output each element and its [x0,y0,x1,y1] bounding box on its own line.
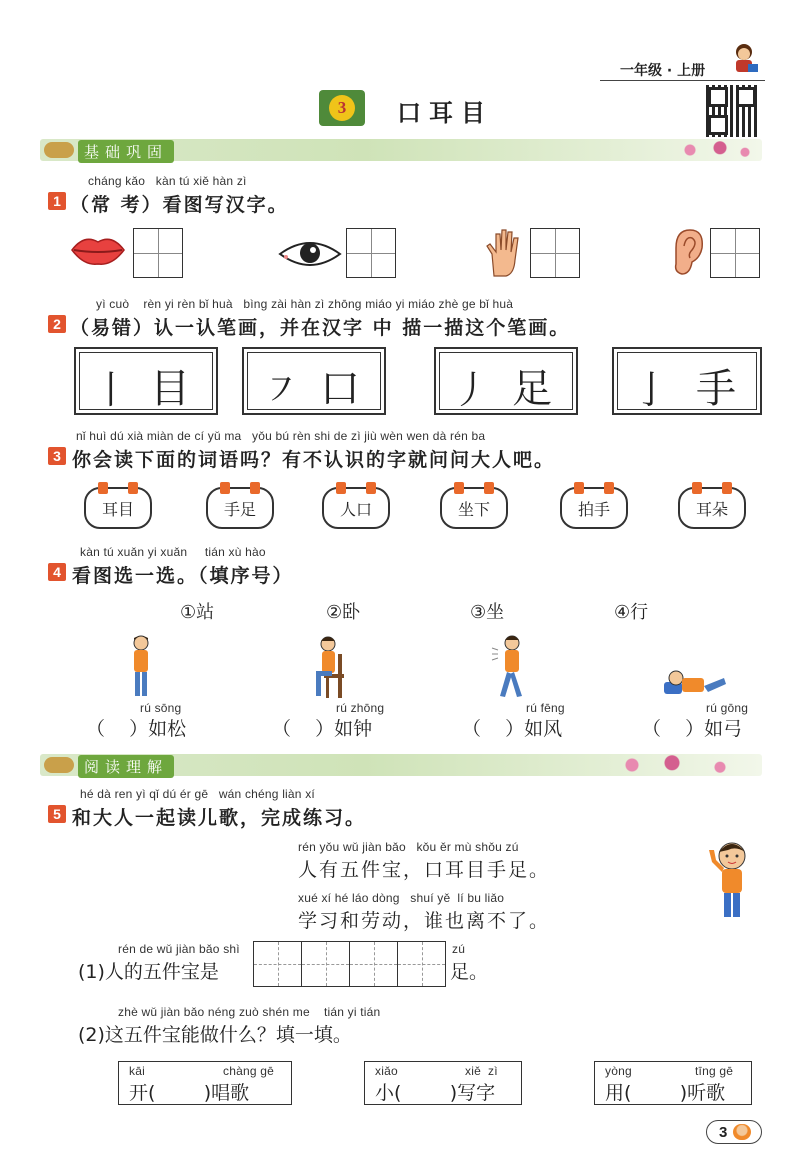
lesson-title: 口耳目 [397,99,493,127]
word-card-1-text: 耳目 [101,499,134,519]
option-walk: ④行 [614,602,649,623]
q1-writing-box-2[interactable] [346,228,396,278]
stroke-glyph-4: 亅 [632,368,671,412]
stroke-box-2 [242,347,386,415]
fill-box-write-pinyin-right: xiě zì [465,1064,498,1078]
stroke-glyph-3: 丿 [452,368,491,412]
q4-blank-2-pinyin: rú zhōng [336,701,385,715]
mascot-icon [730,42,760,80]
standing-boy-icon [128,634,154,704]
section-banner-reading [40,754,762,776]
answer-cell-3[interactable] [349,941,398,987]
stroke-char-3[interactable]: 足 [512,366,552,412]
q2-text: （易错）认一认笔画，并在汉字 中 描一描这个笔画。 [70,317,571,339]
q3-pinyin: nǐ huì dú xià miàn de cí yǔ ma yǒu bú rèn shi de zì jiù wèn wen dà rén ba [76,429,486,443]
poem-line-2-pinyin: xué xí hé láo dòng shuí yě lí bu liǎo [298,891,505,905]
word-card-4[interactable] [440,487,508,529]
q1-writing-box-1[interactable] [133,228,183,278]
sitting-boy-icon [314,634,354,704]
word-card-6[interactable] [678,487,746,529]
fill-box-write[interactable] [364,1061,522,1105]
q1-writing-box-4[interactable] [710,228,760,278]
q1-text: （常 考）看图写汉字。 [70,194,289,216]
option-stand: ①站 [180,602,215,623]
q4-blank-1[interactable]: （ ）如松 [86,718,187,740]
option-lie: ②卧 [326,602,361,623]
stroke-glyph-2: ㇇ [262,368,301,412]
sub2-text: (2)这五件宝能做什么？填一填。 [78,1024,352,1046]
q5-pinyin: hé dà ren yì qǐ dú ér gē wán chéng liàn xí [80,787,315,801]
fill-box-listen[interactable] [594,1061,752,1105]
word-card-3[interactable] [322,487,390,529]
sub1-end-pinyin: zú [452,942,466,956]
stroke-glyph-1: 丨 [92,368,131,412]
sub1-end: 足。 [450,961,489,983]
fill-box-sing[interactable] [118,1061,292,1105]
q4-blank-3-pinyin: rú fēng [526,701,565,715]
q4-blank-3[interactable]: （ ）如风 [462,718,563,740]
stroke-char-4[interactable]: 手 [696,366,736,412]
fill-box-write-pinyin-left: xiǎo [375,1064,398,1078]
stroke-box-1 [74,347,218,415]
q4-number: 4 [48,563,66,581]
section-banner-basic [40,139,762,161]
qr-code[interactable] [706,85,758,137]
lying-boy-icon [664,664,728,700]
poem-line-1: 人有五件宝，口耳目手足。 [298,859,551,881]
word-card-2[interactable] [206,487,274,529]
q4-blank-4[interactable]: （ ）如弓 [642,718,743,740]
q2-number: 2 [48,315,66,333]
poem-line-2: 学习和劳动，谁也离不了。 [298,910,551,932]
word-card-6-text: 耳朵 [695,499,728,519]
q2-pinyin: yì cuò rèn yi rèn bǐ huà bìng zài hàn zì zhōng miáo yi miáo zhè ge bǐ huà [96,297,514,311]
flower-decoration [600,754,760,776]
q3-text: 你会读下面的词语吗？有不认识的字就问问大人吧。 [72,449,556,471]
fill-box-sing-pinyin-right: chàng gē [223,1064,274,1078]
ear-icon [670,228,706,280]
q4-pinyin: kàn tú xuǎn yi xuǎn tián xù hào [80,545,266,559]
word-card-4-text: 坐下 [457,499,490,519]
header-rule [600,80,765,81]
q1-number: 1 [48,192,66,210]
grade-label: 一年级 · 上册 [620,63,706,79]
word-card-5-text: 拍手 [577,499,610,519]
word-card-2-text: 手足 [223,499,256,519]
word-card-5[interactable] [560,487,628,529]
stroke-box-3 [434,347,578,415]
lesson-number-badge [319,90,365,126]
fill-box-listen-text: 用( )听歌 [605,1082,726,1104]
eye-icon [278,236,342,274]
mouth-icon [70,232,126,272]
fill-box-listen-pinyin-right: tīng gē [695,1064,734,1078]
q5-text: 和大人一起读儿歌，完成练习。 [72,807,367,829]
q1-pinyin: cháng kǎo kàn tú xiě hàn zì [88,174,247,188]
q4-blank-2[interactable]: （ ）如钟 [272,718,373,740]
q4-text: 看图选一选。（填序号） [72,565,294,587]
section-title-basic: 基础巩固 [78,140,174,163]
page-number: 3 [719,1123,728,1141]
q4-blank-1-pinyin: rú sōng [140,701,182,715]
sub2-pinyin: zhè wǔ jiàn bǎo néng zuò shén me tián yi tián [118,1005,381,1019]
option-sit: ③坐 [470,602,505,623]
fill-box-sing-pinyin-left: kāi [129,1064,145,1078]
sub1-text: (1)人的五件宝是 [78,961,219,983]
fill-box-listen-pinyin-left: yòng [605,1064,632,1078]
scroll-icon [44,142,74,158]
stroke-char-2[interactable]: 口 [320,366,360,412]
flower-decoration [660,139,760,161]
page-number-tab [706,1120,762,1144]
word-card-3-text: 人口 [339,499,372,519]
scroll-icon [44,757,74,773]
footer-mascot-icon [733,1124,751,1140]
answer-cell-4[interactable] [397,941,446,987]
hand-icon [484,228,524,282]
fill-box-sing-text: 开( )唱歌 [129,1082,250,1104]
lesson-number: 3 [329,95,355,121]
word-card-1[interactable] [84,487,152,529]
stroke-char-1[interactable]: 目 [150,366,190,412]
sub1-answer-grid[interactable] [254,941,446,987]
answer-cell-2[interactable] [301,941,350,987]
answer-cell-1[interactable] [253,941,302,987]
waving-boy-icon [706,838,756,926]
poem-line-1-pinyin: rén yǒu wǔ jiàn bǎo kǒu ěr mù shǒu zú [298,840,519,854]
fill-box-write-text: 小( )写字 [375,1082,496,1104]
sub1-pinyin: rén de wǔ jiàn bǎo shì [118,942,240,956]
q3-number: 3 [48,447,66,465]
stroke-box-4 [612,347,762,415]
q1-writing-box-3[interactable] [530,228,580,278]
q5-number: 5 [48,805,66,823]
section-title-reading: 阅读理解 [78,755,174,778]
q4-blank-4-pinyin: rú gōng [706,701,749,715]
walking-boy-icon [490,634,530,704]
